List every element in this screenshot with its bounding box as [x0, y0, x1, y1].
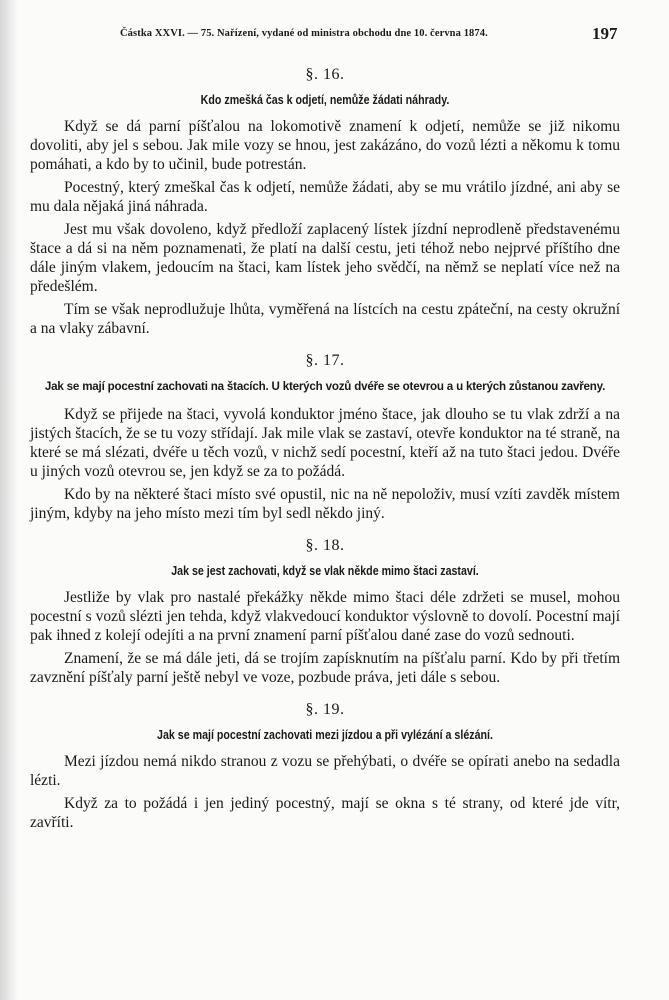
section-number: §. 16. — [305, 66, 345, 83]
section-number: §. 17. — [305, 352, 345, 369]
section-17 — [30, 352, 620, 523]
paragraph: Znamení, že se má dále jeti, dá se trojím zapísknutím na píšťalu parní. Kdo by při třetím zavznění píšťaly parní ještě nebyl ve voze, pozbude práva, jeti dále s sebou. — [30, 650, 620, 686]
section-heading: Jak se mají pocestní zachovati na štacích. U kterých vozů dvéře se otevrou a u kterých zůstanou zavřeny. — [44, 380, 606, 393]
paragraph: Když za to požádá i jen jediný pocestný, mají se okna s té strany, od které jde vítr, zavříti. — [30, 795, 620, 831]
paragraph: Tím se však neprodlužuje lhůta, vyměřená na lístcích na cestu zpáteční, na cesty okružní a na vlaky zábavní. — [30, 301, 620, 337]
page-edge-shadow — [0, 0, 18, 1000]
paragraph: Když se dá parní píšťalou na lokomotivě znamení k odjetí, nemůže se již nikomu dovoliti, aby jel s sebou. Jak mile vozy se hnou, jest zakázáno, do vozů lézti a někomu k tomu pomáhati, a kdo by to učinil, bude potrestán. — [30, 118, 620, 173]
paragraph: Pocestný, který zmeškal čas k odjetí, nemůže žádati, aby se mu vrátilo jízdné, ani aby se mu dala nějaká jiná náhrada. — [30, 179, 620, 215]
page-number: 197 — [592, 24, 618, 43]
paragraph: Kdo by na některé štaci místo své opustil, nic na ně nepoloživ, musí vzíti zavděk místem jiným, kdyby na jeho místo mezi tím byl sedl někdo jiný. — [30, 486, 620, 522]
document-body — [30, 66, 620, 846]
running-title: Částka XXVI. — 75. Nařízení, vydané od ministra obchodu dne 10. června 1874. — [120, 28, 488, 39]
running-header — [0, 24, 669, 48]
section-number: §. 19. — [305, 701, 345, 718]
section-heading: Jak se mají pocestní zachovati mezi jízdou a při vylézání a slézání. — [157, 727, 493, 742]
section-19 — [30, 701, 620, 832]
section-heading: Kdo zmešká čas k odjetí, nemůže žádati náhrady. — [200, 92, 450, 107]
paragraph: Když se přijede na štaci, vyvolá konduktor jméno štace, jak dlouho se tu vlak zdrží a na jistých štacích, že se tu vozy střídají. Jak mile vlak se zastaví, otevře konduktor na té straně, na které se má slézati, dvéře u těch vozů, v nichž sedí pocestní, kteří až na tuto štaci jedou. Dvéře u jiných vozů otevrou se, jen když se za to požádá. — [30, 406, 620, 480]
section-16 — [30, 66, 620, 338]
section-number: §. 18. — [305, 537, 345, 554]
section-18 — [30, 537, 620, 687]
section-heading: Jak se jest zachovati, když se vlak někde mimo štaci zastaví. — [171, 563, 479, 578]
paragraph: Mezi jízdou nemá nikdo stranou z vozu se přehýbati, o dvéře se opírati anebo na sedadla lézti. — [30, 753, 620, 789]
paragraph: Jestliže by vlak pro nastalé překážky někde mimo štaci déle zdržeti se musel, mohou pocestní s vozů slézti jen tehda, když vlakvedoucí konduktor výslovně to dovolí. Pocestní mají pak ihned z kolejí odejíti a na první znamení parní píšťalou dané zase do vozů sednouti. — [30, 589, 620, 644]
paragraph: Jest mu však dovoleno, když předloží zaplacený lístek jízdní neprodleně představenému štace a dá si na něm poznamenati, že platí na další cestu, jeti téhož nebo nejprvé příštího dne dále jiným vlakem, jedoucím na štaci, kam lístek jeho svědčí, na němž se neplatí více než na předešlém. — [30, 221, 620, 295]
